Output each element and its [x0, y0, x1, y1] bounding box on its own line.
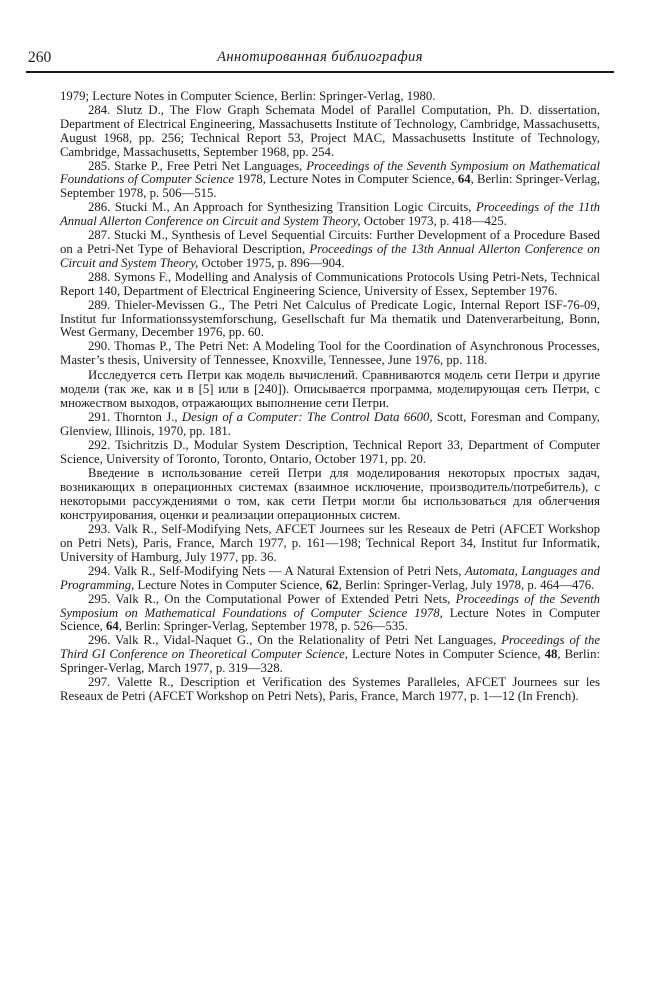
entry-italic-title: Proceedings of the 11th Annual Allerton Conference on Circuit and System Theory, [60, 200, 600, 229]
bibliography-entry-286: 286. Stucki M., An Approach for Synthesizing Transition Logic Circuits, Proceedings of the 11th Annual Allerton Conference on Circuit and System Theory, October 1973, p. 418—425. [60, 200, 600, 229]
bibliography-entry-296: 296. Valk R., Vidal-Naquet G., On the Relationality of Petri Net Languages, Proceedings of the Third GI Conference on Theoretical Computer Science, Lecture Notes in Computer Science, 48, Berlin: Springer-Verlag, March 1977, p. 319—328. [60, 633, 601, 676]
bibliography-entry-290: 290. Thomas P., The Petri Net: A Modeling Tool for the Coordination of Asynchronous Processes, Master’s thesis, University of Tennessee, Knoxville, Tennessee, June 1976, pp. 118. [60, 339, 600, 368]
bibliography-entry-295: 295. Valk R., On the Computational Power of Extended Petri Nets, Proceedings of the Seventh Symposium on Mathematical Foundations of Computer Science 1978, Lecture Notes in Computer Science, 64, Berlin: Springer-Verlag, September 1978, p. 526—535. [60, 591, 600, 634]
page-header [26, 47, 614, 73]
page-number: 260 [28, 49, 52, 66]
bibliography-body [60, 90, 600, 704]
entry-italic-title: Proceedings of the 13th Annual Allerton Conference on Circuit and System Theory, [60, 241, 601, 270]
bibliography-entry-285: 285. Starke P., Free Petri Net Languages, Proceedings of the Seventh Symposium on Mathematical Foundations of Computer Science 1978, Lecture Notes in Computer Science, 64, Berlin: Springer-Verlag, September 1978, p. 506—515. [60, 158, 601, 201]
bibliography-entry-293: 293. Valk R., Self-Modifying Nets, AFCET Journees sur les Reseaux de Petri (AFCET Workshop on Petri Nets), Paris, France, March 1977, p. 161—198; Technical Report 34, Institut fur Informatik, University of Hamburg, July 1977, pp. 36. [60, 522, 600, 564]
bibliography-entry-287: 287. Stucki M., Synthesis of Level Sequential Circuits: Further Development of a Procedure Based on a Petri-Net Type of Behavioral Description, Proceedings of the 13th Annual Allerton Conference on Circuit and System Theory, October 1975, p. 896—904. [60, 228, 601, 270]
entry-volume: 64 [106, 619, 119, 634]
bibliography-entry-continuation: 1979; Lecture Notes in Computer Science, Berlin: Springer-Verlag, 1980. [60, 89, 436, 103]
bibliography-entry-294: 294. Valk R., Self-Modifying Nets — A Natural Extension of Petri Nets, Automata, Languages and Programming, Lecture Notes in Computer Science, 62, Berlin: Springer-Verlag, July 1978, p. 464—476. [60, 563, 600, 592]
entry-italic-title: Automata, Languages and Programming, [60, 563, 600, 592]
bibliography-entry-289: 289. Thieler-Mevissen G., The Petri Net Calculus of Predicate Logic, Internal Report ISF-76-09, Institut fur Informationssystemforschung, Gesellschaft fur Ma thematik und Datenverarbeitung, Bonn, West Germany, December 1976, pp. 60. [60, 297, 600, 340]
annotation-290: Исследуется сеть Петри как модель вычислений. Сравниваются модель сети Петри и другие модели (так же, как и в [5] или в [240]). Описывается программа, моделирующая сеть Петри, с множеством выходов, отражающих выполнение сети Петри. [60, 368, 600, 410]
entry-italic-title: Design of a Computer: The Control Data 6600, [181, 409, 433, 424]
bibliography-entry-292: 292. Tsichritzis D., Modular System Description, Technical Report 33, Department of Computer Science, University of Toronto, Toronto, Ontario, October 1971, pp. 20. [60, 437, 600, 466]
running-title: Аннотированная библиография [217, 49, 423, 65]
entry-italic-title: Proceedings of the Seventh Symposium on Mathematical Foundations of Computer Science [60, 158, 600, 187]
bibliography-entry-291: 291. Thornton J., Design of a Computer: The Control Data 6600, Scott, Foresman and Company, Glenview, Illinois, 1970, pp. 181. [60, 409, 600, 438]
bibliography-entry-297: 297. Valette R., Description et Verification des Systemes Paralleles, AFCET Journees sur les Reseaux de Petri (AFCET Workshop on Petri Nets), Paris, France, March 1977, p. 1—12 (In French). [60, 675, 600, 703]
entry-italic-title: Proceedings of the Third GI Conference on Theoretical Computer Science, [60, 633, 600, 662]
entry-volume: 48 [544, 647, 558, 662]
entry-volume: 62 [325, 577, 339, 592]
bibliography-entry-284: 284. Slutz D., The Flow Graph Schemata Model of Parallel Computation, Ph. D. dissertation, Department of Electrical Engineering, Massachusetts Institute of Technology, Cambridge, Massachusetts, August 1968, pp. 256; Technical Report 53, Project MAC, Massachusetts Institute of Technology, Cambridge, Massachusetts, September 1968, pp. 254. [60, 102, 600, 159]
entry-italic-title: Proceedings of the Seventh Symposium on Mathematical Foundations of Computer Science 1978, [60, 591, 600, 620]
entry-volume: 64 [457, 172, 471, 187]
annotation-292: Введение в использование сетей Петри для моделирования некоторых простых задач, возникающих в операционных системах (взаимное исключение, производитель/потребитель), с некоторыми рассуждениями о том, как сети Петри могли бы использоваться для облегчения конструирования, оценки и реализации операционных систем. [60, 466, 600, 523]
bibliography-entry-288: 288. Symons F., Modelling and Analysis of Communications Protocols Using Petri-Nets, Technical Report 140, Department of Electrical Engineering Science, University of Essex, September 1976. [60, 269, 600, 298]
